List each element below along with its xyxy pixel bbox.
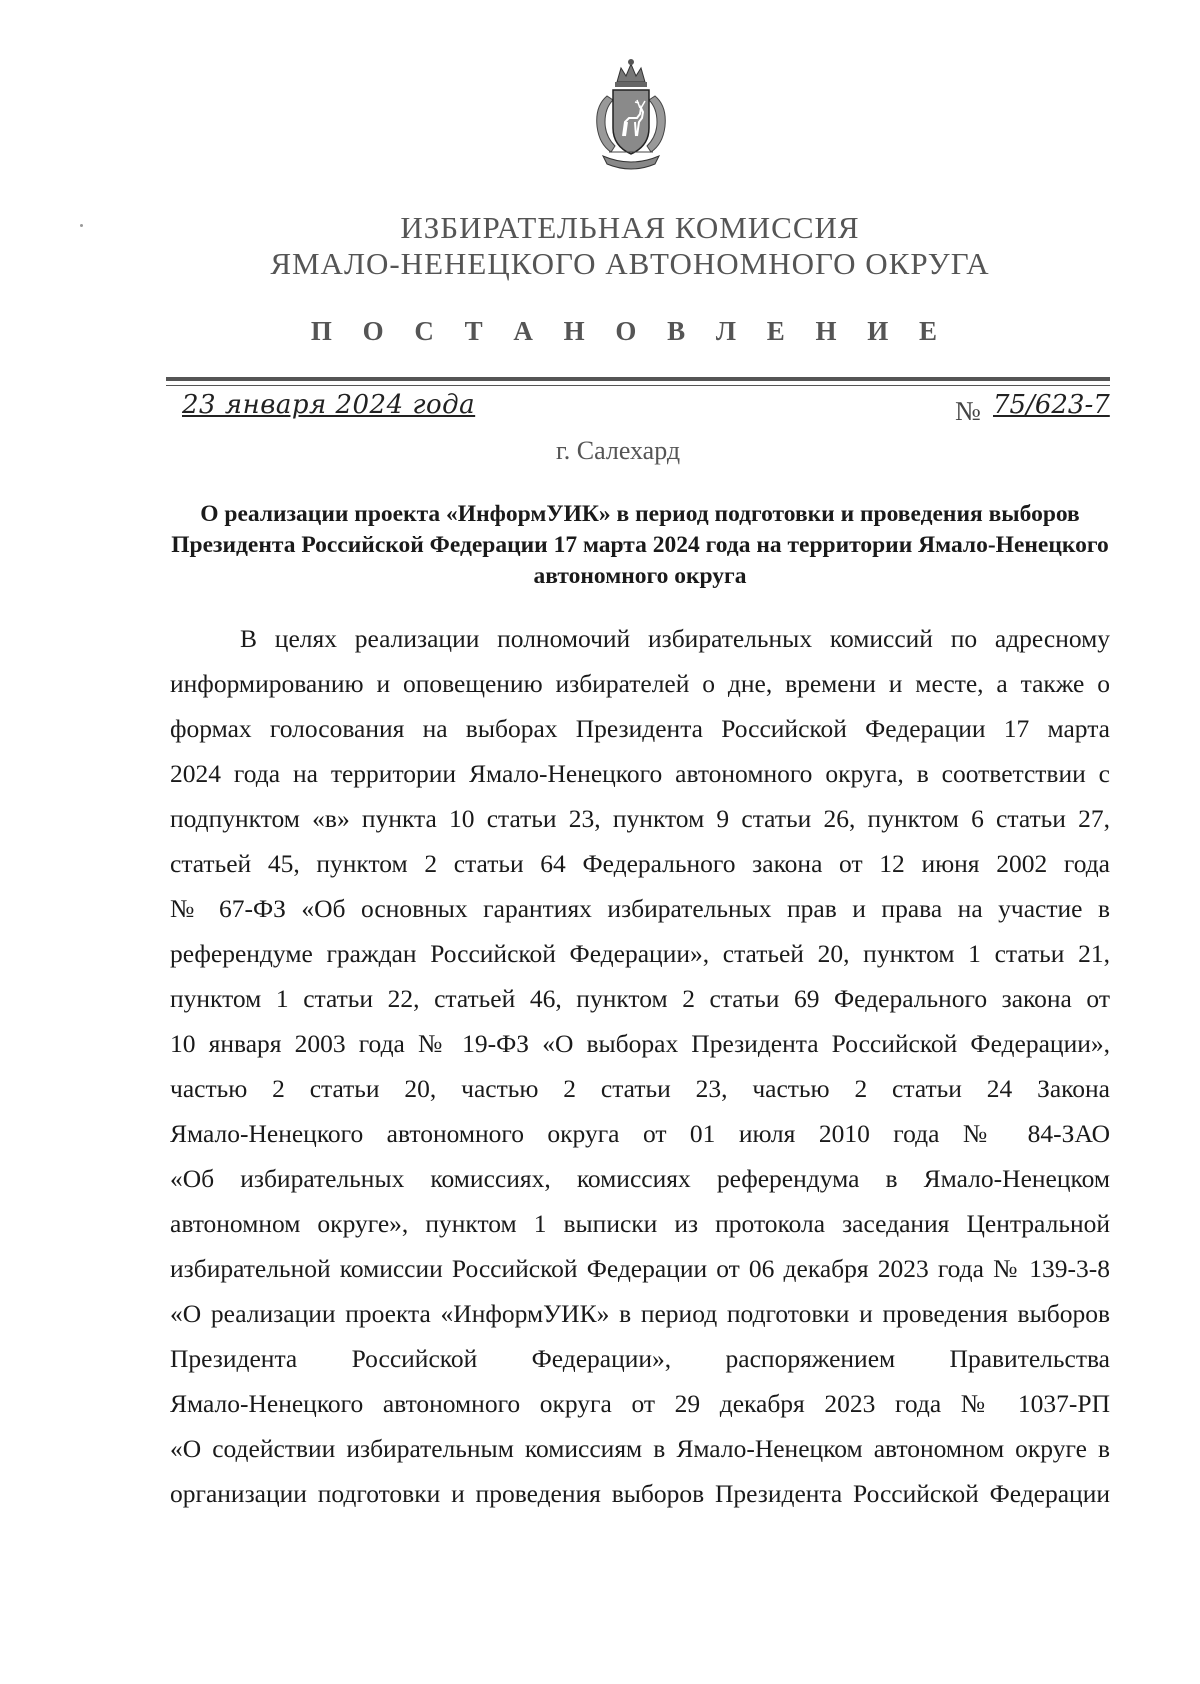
body-line: статьей 45, пунктом 2 статьи 64 Федерального закона от 12 июня 2002 года [170,849,1110,878]
body-line: 2024 года на территории Ямало-Ненецкого автономного округа, в соответствии с [170,759,1110,788]
body-line: частью 2 статьи 20, частью 2 статьи 23, частью 2 статьи 24 Закона [170,1074,1110,1103]
body-line: Ямало-Ненецкого автономного округа от 29 декабря 2023 года № 1037-РП [170,1389,1110,1418]
body-line: пунктом 1 статьи 22, статьей 46, пунктом 2 статьи 69 Федерального закона от [170,984,1110,1013]
body-line: Ямало-Ненецкого автономного округа от 01 июля 2010 года № 84-ЗАО [170,1119,1110,1148]
coat-of-arms-emblem [585,56,677,174]
city-name: г. Салехард [556,436,681,465]
handwritten-date: 23 января 2024 года [182,390,476,420]
body-line: «О реализации проекта «ИнформУИК» в период подготовки и проведения выборов [170,1299,1110,1328]
organization-name-line-2: ЯМАЛО-НЕНЕЦКОГО АВТОНОМНОГО ОКРУГА [270,246,990,281]
body-line: информированию и оповещению избирателей о дне, времени и месте, а также о [170,669,1110,698]
body-line: организации подготовки и проведения выборов Президента Российской Федерации [170,1479,1110,1508]
handwritten-document-number: 75/623-7 [993,390,1110,420]
body-line: «О содействии избирательным комиссиям в Ямало-Ненецком автономном округе в [170,1434,1110,1463]
body-line: Президента Российской Федерации», распоряжением Правительства [170,1344,1110,1373]
document-type-heading: П О С Т А Н О В Л Е Н И Е [310,316,950,346]
body-line: «Об избирательных комиссиях, комиссиях референдума в Ямало-Ненецком [170,1164,1110,1193]
body-line: подпунктом «в» пункта 10 статьи 23, пунктом 9 статьи 26, пунктом 6 статьи 27, [170,804,1110,833]
body-line: автономном округе», пунктом 1 выписки из протокола заседания Центральной [170,1209,1110,1238]
resolution-title: О реализации проекта «ИнформУИК» в период подготовки и проведения выборов Президента Российской Федерации 17 марта 2024 года на территории Ямало-Ненецкого автономного округа [171,501,1109,589]
header-rule-thin [166,385,1110,386]
body-line: 10 января 2003 года № 19-ФЗ «О выборах Президента Российской Федерации», [170,1029,1110,1058]
body-line: № 67-ФЗ «Об основных гарантиях избирательных прав и права на участие в [170,894,1110,923]
body-line: избирательной комиссии Российской Федерации от 06 декабря 2023 года № 139-3-8 [170,1254,1110,1283]
body-line: референдуме граждан Российской Федерации», статьей 20, пунктом 1 статьи 21, [170,939,1110,968]
header-rule-thick [166,377,1110,381]
resolution-body [170,616,1110,1516]
organization-name-line-1: ИЗБИРАТЕЛЬНАЯ КОМИССИЯ [400,210,860,245]
number-sign: № [955,396,981,426]
body-line: В целях реализации полномочий избирательных комиссий по адресному [240,624,1110,653]
body-line: формах голосования на выборах Президента Российской Федерации 17 марта [170,714,1110,743]
